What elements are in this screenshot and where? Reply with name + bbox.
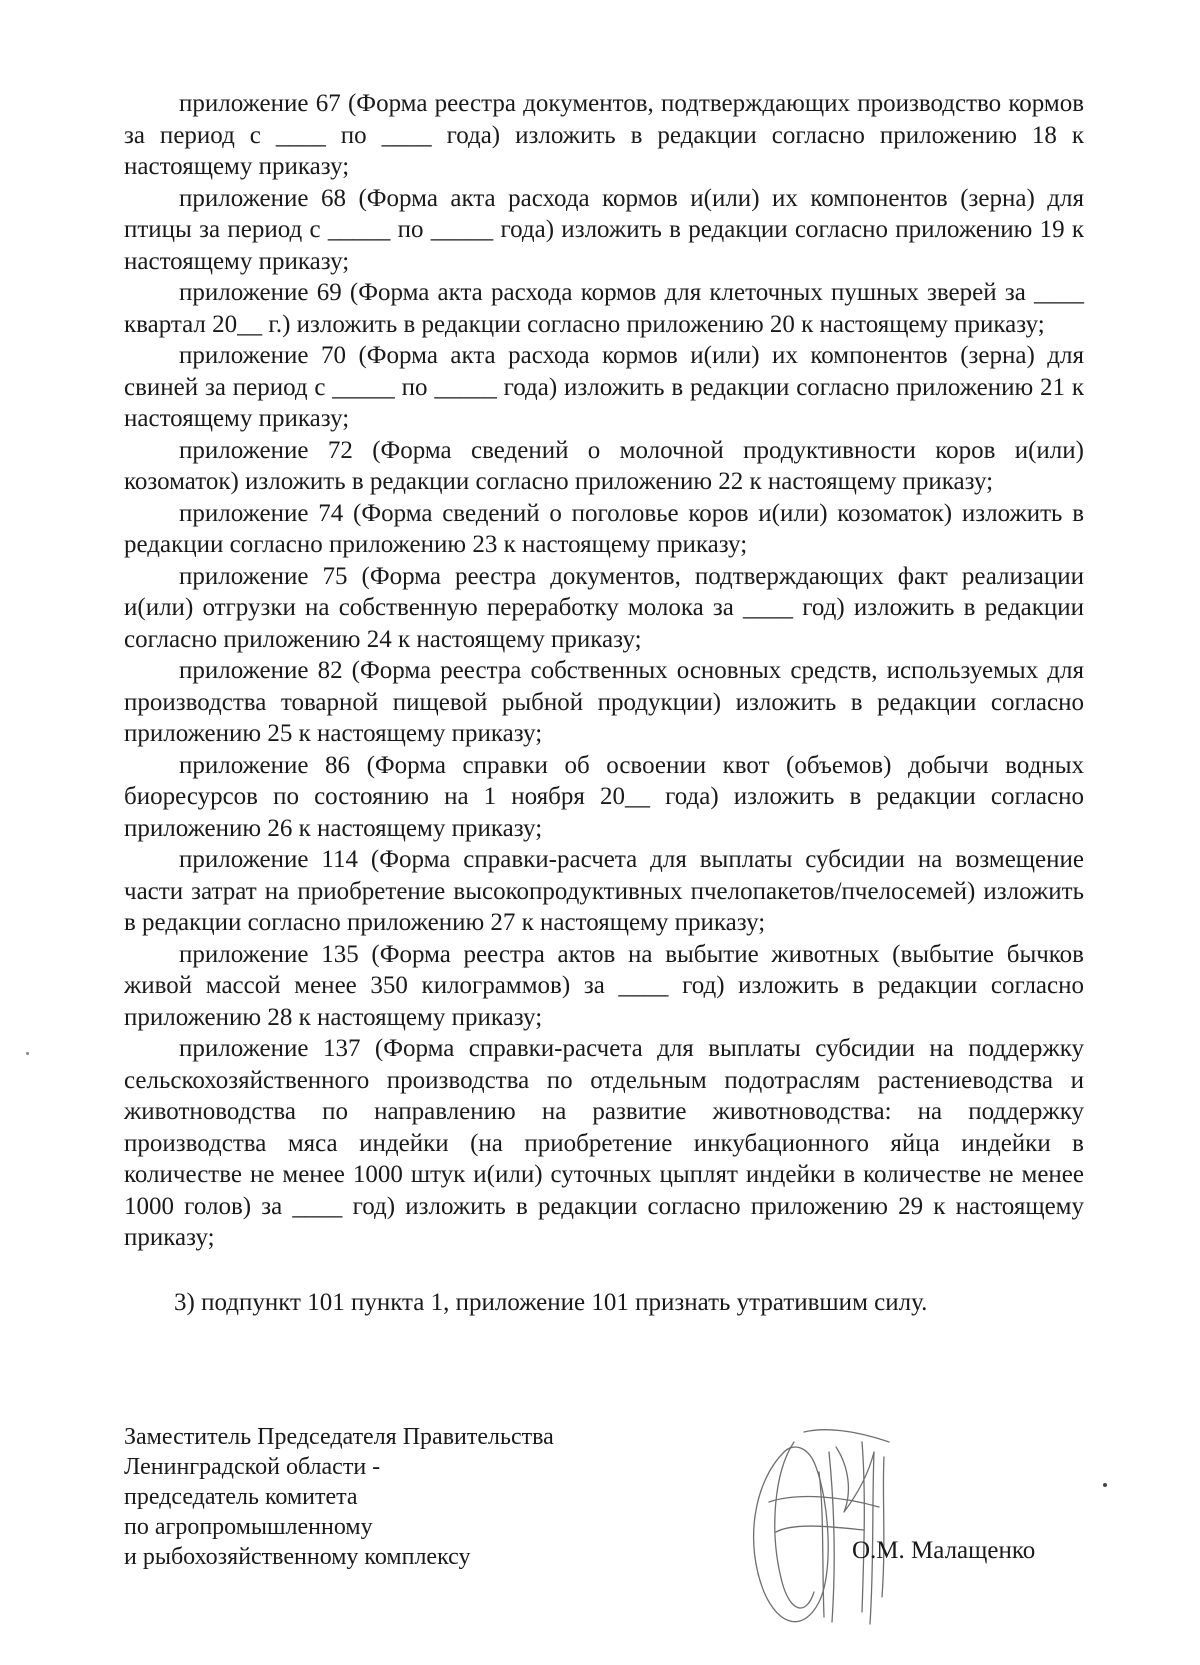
position-line: Ленинградской области - xyxy=(124,1454,381,1480)
paragraph-appendix-82: приложение 82 (Форма реестра собственных основных средств, используемых для производства товарной пищевой рыбной продукции) изложить в редакции согласно приложению 25 к настоящему приказу; xyxy=(124,657,1084,747)
position-line: по агропромышленному xyxy=(124,1514,373,1540)
document-body xyxy=(124,88,1084,1318)
scan-speck xyxy=(26,1052,29,1055)
paragraph-appendix-68: приложение 68 (Форма акта расхода кормов и(или) их компонентов (зерна) для птицы за период с _____ по _____ года) изложить в редакции согласно приложению 19 к настоящему приказу; xyxy=(124,184,1084,275)
scan-speck xyxy=(1103,1483,1107,1487)
signatory-name: О.М. Малащенко xyxy=(852,1537,1036,1564)
paragraph-appendix-72: приложение 72 (Форма сведений о молочной продуктивности коров и(или) козоматок) изложить в редакции согласно приложению 22 к настоящему приказу; xyxy=(124,436,1084,495)
handwritten-signature xyxy=(724,1412,924,1642)
paragraph-appendix-70: приложение 70 (Форма акта расхода кормов и(или) их компонентов (зерна) для свиней за период с _____ по _____ года) изложить в редакции согласно приложению 21 к настоящему приказу; xyxy=(124,342,1084,432)
paragraph-appendix-74: приложение 74 (Форма сведений о поголовье коров и(или) козоматок) изложить в редакции согласно приложению 23 к настоящему приказу; xyxy=(124,499,1084,558)
position-line: и рыбохозяйственному комплексу xyxy=(124,1544,471,1570)
paragraph-appendix-67: приложение 67 (Форма реестра документов, подтверждающих производство кормов за период с ____ по ____ года) изложить в редакции согласно приложению 18 к настоящему приказу; xyxy=(124,90,1084,180)
position-line: Заместитель Председателя Правительства xyxy=(124,1424,554,1450)
signature-block xyxy=(124,1422,1084,1622)
paragraph-appendix-69: приложение 69 (Форма акта расхода кормов для клеточных пушных зверей за ____ квартал 20__ г.) изложить в редакции согласно приложению 20 к настоящему приказу; xyxy=(124,279,1084,338)
paragraph-appendix-137: приложение 137 (Форма справки-расчета для выплаты субсидии на поддержку сельскохозяйственного производства по отдельным подотраслям растениеводства и животноводства по направлению на развитие животноводства: на поддержку производства мяса индейки (на приобретение инкубационного яйца индейки в количестве не менее 1000 штук и(или) суточных цыплят индейки в количестве не менее 1000 голов) за ____ год) изложить в редакции согласно приложению 29 к настоящему приказу; xyxy=(124,1035,1084,1251)
position-line: председатель комитета xyxy=(124,1484,358,1510)
paragraph-appendix-135: приложение 135 (Форма реестра актов на выбытие животных (выбытие бычков живой массой менее 350 килограммов) за ____ год) изложить в редакции согласно приложению 28 к настоящему приказу; xyxy=(124,940,1084,1031)
paragraph-appendix-114: приложение 114 (Форма справки-расчета для выплаты субсидии на возмещение части затрат на приобретение высокопродуктивных пчелопакетов/пчелосемей) изложить в редакции согласно приложению 27 к настоящему приказу; xyxy=(124,846,1084,936)
final-item: 3) подпункт 101 пункта 1, приложение 101 признать утратившим силу. xyxy=(174,1288,928,1316)
paragraph-appendix-75: приложение 75 (Форма реестра документов, подтверждающих факт реализации и(или) отгрузки на собственную переработку молока за ____ год) изложить в редакции согласно приложению 24 к настоящему приказу; xyxy=(124,562,1084,653)
paragraph-appendix-86: приложение 86 (Форма справки об освоении квот (объемов) добычи водных биоресурсов по состоянию на 1 ноября 20__ года) изложить в редакции согласно приложению 26 к настоящему приказу; xyxy=(124,751,1084,842)
signatory-position xyxy=(124,1422,644,1572)
